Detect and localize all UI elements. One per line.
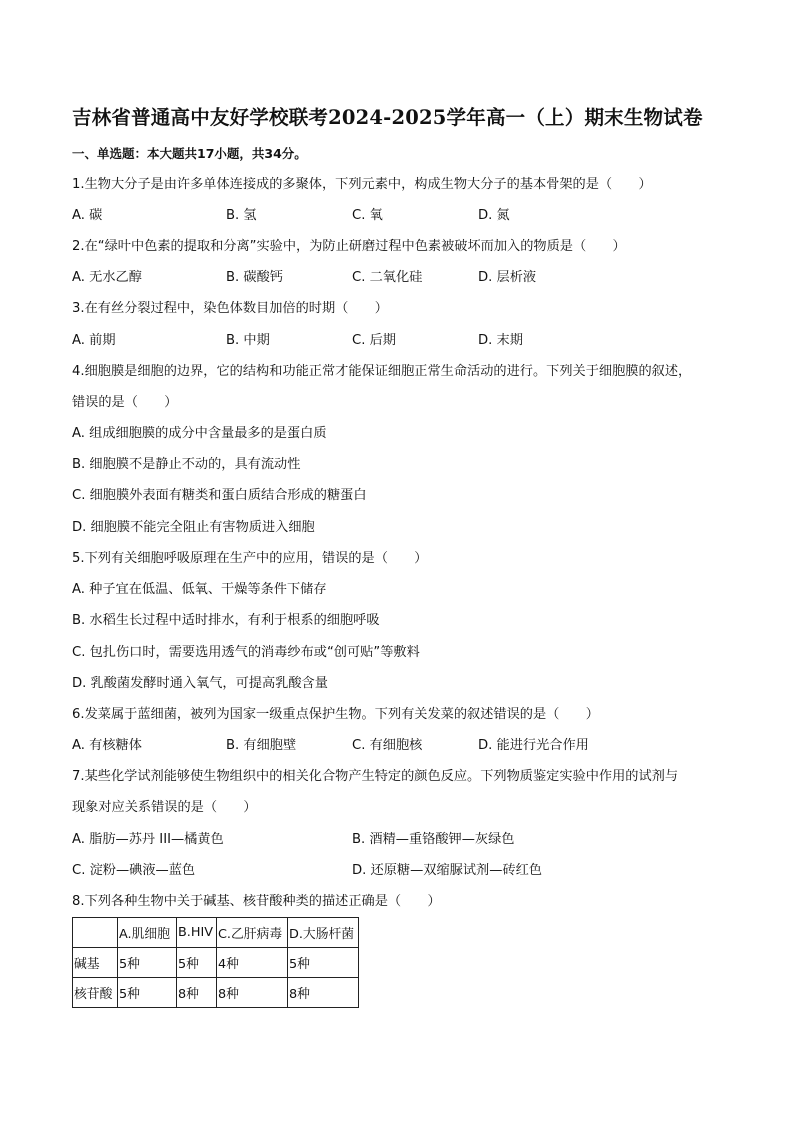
q7-option-a: A. 脂肪—苏丹 III—橘黄色 (72, 832, 224, 847)
question-5-stem: 5.下列有关细胞呼吸原理在生产中的应用，错误的是（ ） (72, 551, 428, 566)
q3-option-b: B. 中期 (226, 333, 270, 348)
q3-option-a: A. 前期 (72, 333, 116, 348)
table-row (73, 978, 359, 1008)
q7-option-c: C. 淀粉—碘液—蓝色 (72, 863, 196, 878)
question-7-stem-line2: 现象对应关系错误的是（ ） (72, 800, 257, 815)
question-6-stem: 6.发菜属于蓝细菌，被列为国家一级重点保护生物。下列有关发菜的叙述错误的是（ ） (72, 707, 599, 722)
q3-option-d: D. 末期 (478, 333, 523, 348)
q2-option-c: C. 二氧化硅 (352, 270, 423, 285)
question-2-stem: 2.在“绿叶中色素的提取和分离”实验中，为防止研磨过程中色素被破坏而加入的物质是（ ） (72, 239, 626, 254)
q4-option-c: C. 细胞膜外表面有糖类和蛋白质结合形成的糖蛋白 (72, 488, 367, 503)
question-7-stem-line1: 7.某些化学试剂能够使生物组织中的相关化合物产生特定的颜色反应。下列物质鉴定实验中作用的试剂与 (72, 769, 679, 784)
table-cell: 5种 (177, 948, 217, 978)
question-8-stem: 8.下列各种生物中关于碱基、核苷酸种类的描述正确是（ ） (72, 894, 441, 909)
section-heading: 一、单选题：本大题共17小题，共34分。 (72, 146, 307, 161)
question-4-stem-line1: 4.细胞膜是细胞的边界，它的结构和功能正常才能保证细胞正常生命活动的进行。下列关于细胞膜的叙述， (72, 364, 692, 379)
table-cell: 核苷酸 (73, 978, 118, 1008)
q5-option-d: D. 乳酸菌发酵时通入氧气，可提高乳酸含量 (72, 676, 328, 691)
q6-option-d: D. 能进行光合作用 (478, 738, 589, 753)
q7-option-b: B. 酒精—重铬酸钾—灰绿色 (352, 832, 515, 847)
table-row (73, 948, 359, 978)
q1-option-a: A. 碳 (72, 208, 103, 223)
q4-option-d: D. 细胞膜不能完全阻止有害物质进入细胞 (72, 520, 315, 535)
q2-option-a: A. 无水乙醇 (72, 270, 142, 285)
table-header-cell: B.HIV (177, 918, 217, 948)
exam-title: 吉林省普通高中友好学校联考2024-2025学年高一（上）期末生物试卷 (72, 106, 703, 129)
q2-option-d: D. 层析液 (478, 270, 537, 285)
q6-option-c: C. 有细胞核 (352, 738, 423, 753)
table-cell: 8种 (177, 978, 217, 1008)
q4-option-a: A. 组成细胞膜的成分中含量最多的是蛋白质 (72, 426, 327, 441)
q5-option-a: A. 种子宜在低温、低氧、干燥等条件下储存 (72, 582, 327, 597)
question-3-stem: 3.在有丝分裂过程中，染色体数目加倍的时期（ ） (72, 301, 388, 316)
table-cell: 4种 (217, 948, 288, 978)
question-4-stem-line2: 错误的是（ ） (72, 395, 178, 410)
q5-option-c: C. 包扎伤口时，需要选用透气的消毒纱布或“创可贴”等敷料 (72, 645, 420, 660)
q7-option-d: D. 还原糖—双缩脲试剂—砖红色 (352, 863, 542, 878)
q6-option-a: A. 有核糖体 (72, 738, 142, 753)
q4-option-b: B. 细胞膜不是静止不动的，具有流动性 (72, 457, 301, 472)
q2-option-b: B. 碳酸钙 (226, 270, 283, 285)
table-header-cell: C.乙肝病毒 (217, 918, 288, 948)
table-cell: 碱基 (73, 948, 118, 978)
table-cell: 5种 (118, 948, 177, 978)
table-header-row (73, 918, 359, 948)
q5-option-b: B. 水稻生长过程中适时排水，有利于根系的细胞呼吸 (72, 613, 380, 628)
q1-option-c: C. 氧 (352, 208, 383, 223)
table-cell: 8种 (288, 978, 359, 1008)
question-1-stem: 1.生物大分子是由许多单体连接成的多聚体，下列元素中，构成生物大分子的基本骨架的是（ ） (72, 177, 652, 192)
table-cell: 8种 (217, 978, 288, 1008)
table-header-cell: D.大肠杆菌 (288, 918, 359, 948)
q6-option-b: B. 有细胞壁 (226, 738, 297, 753)
q1-option-b: B. 氢 (226, 208, 257, 223)
base-nucleotide-table (72, 917, 359, 1008)
table-header-cell (73, 918, 118, 948)
q1-option-d: D. 氮 (478, 208, 510, 223)
table-cell: 5种 (118, 978, 177, 1008)
q3-option-c: C. 后期 (352, 333, 396, 348)
table-header-cell: A.肌细胞 (118, 918, 177, 948)
table-cell: 5种 (288, 948, 359, 978)
